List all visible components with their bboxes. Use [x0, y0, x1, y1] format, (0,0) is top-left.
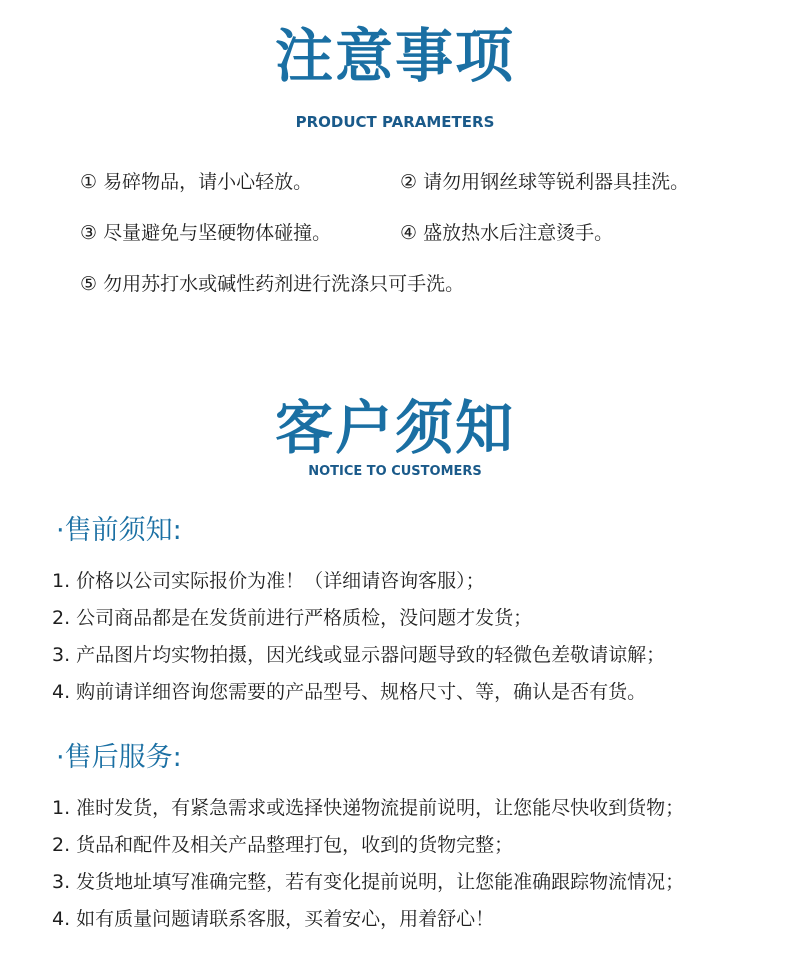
caution-item: ⑤ 勿用苏打水或碱性药剂进行洗涤只可手洗。 [80, 273, 465, 295]
caution-item: ③ 尽量避免与坚硬物体碰撞。 [80, 222, 332, 244]
caution-item: ② 请勿用钢丝球等锐利器具挂洗。 [400, 171, 690, 193]
aftersale-heading: ·售后服务: [56, 742, 182, 773]
caution-item: ① 易碎物品，请小心轻放。 [80, 171, 313, 193]
notice-subtitle: PRODUCT PARAMETERS [295, 113, 495, 131]
customer-subtitle: NOTICE TO CUSTOMERS [308, 464, 482, 479]
caution-item: ④ 盛放热水后注意烫手。 [400, 222, 614, 244]
aftersale-item: 1. 准时发货，有紧急需求或选择快递物流提前说明，让您能尽快收到货物； [52, 797, 685, 819]
aftersale-item: 4. 如有质量问题请联系客服，买着安心，用着舒心！ [52, 908, 495, 930]
presale-item: 1. 价格以公司实际报价为准！（详细请咨询客服）； [52, 570, 485, 592]
presale-heading: ·售前须知: [56, 515, 182, 546]
presale-item: 3. 产品图片均实物拍摄，因光线或显示器问题导致的轻微色差敬请谅解； [52, 644, 666, 666]
customer-title: 客户须知 [274, 394, 515, 462]
presale-item: 2. 公司商品都是在发货前进行严格质检，没问题才发货； [52, 607, 533, 629]
presale-item: 4. 购前请详细咨询您需要的产品型号、规格尺寸、等，确认是否有货。 [52, 681, 647, 703]
aftersale-item: 2. 货品和配件及相关产品整理打包，收到的货物完整； [52, 834, 514, 856]
aftersale-item: 3. 发货地址填写准确完整，若有变化提前说明，让您能准确跟踪物流情况； [52, 871, 685, 893]
notice-title: 注意事项 [274, 22, 515, 90]
